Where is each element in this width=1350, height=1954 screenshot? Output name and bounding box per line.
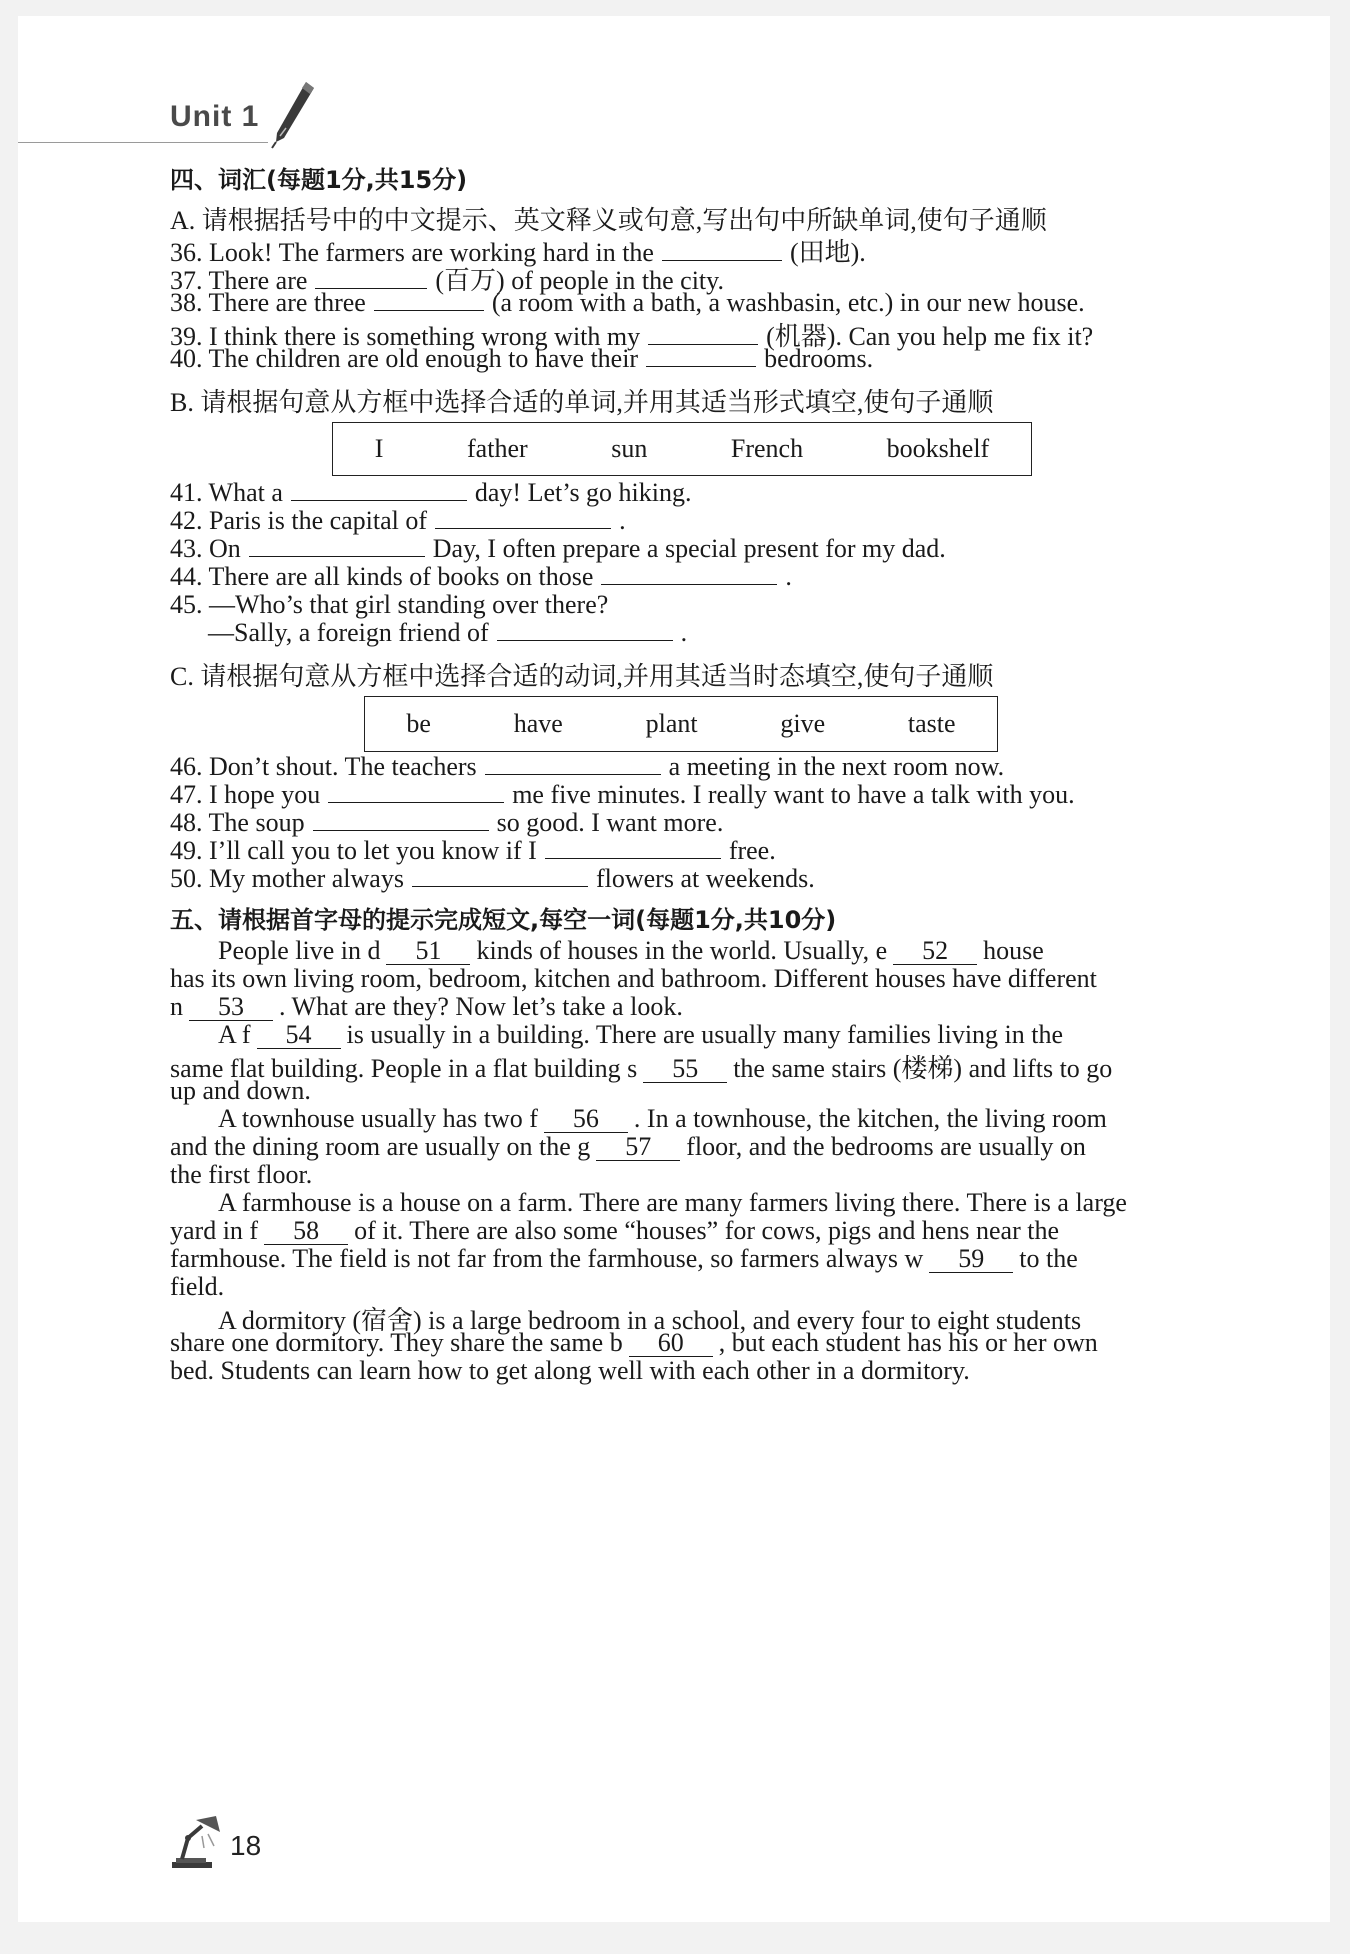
passage-line (170, 1020, 1063, 1050)
question-45-answer-line (208, 618, 687, 648)
question-text: —Sally, a foreign friend of (208, 618, 489, 647)
passage-line (170, 1160, 312, 1190)
answer-blank[interactable] (497, 618, 673, 641)
question-text: so good. I want more. (496, 808, 724, 837)
passage-text: A townhouse usually has two f (218, 1104, 538, 1133)
passage-text: kinds of houses in the world. Usually, e (476, 936, 888, 965)
passage-text: up and down. (170, 1076, 311, 1105)
question-44 (170, 562, 792, 592)
passage-text: the first floor. (170, 1160, 313, 1189)
passage-text: to the (1019, 1244, 1078, 1273)
question-38 (170, 288, 1085, 318)
question-text: (百万) of people in the city. (435, 266, 724, 295)
word-box-c (364, 696, 998, 752)
question-text: (a room with a bath, a washbasin, etc.) in our new house. (491, 288, 1085, 317)
question-text: 41. What a (170, 478, 283, 507)
section-5-title: 五、请根据首字母的提示完成短文,每空一词(每题1分,共10分) (170, 906, 837, 934)
part-b-instruction: B. 请根据句意从方框中选择合适的单词,并用其适当形式填空,使句子通顺 (170, 388, 994, 417)
question-text: 44. There are all kinds of books on those (170, 562, 594, 591)
question-text: (机器). Can you help me fix it? (766, 322, 1094, 351)
answer-blank[interactable] (374, 288, 484, 311)
passage-text: field. (170, 1272, 225, 1301)
question-47 (170, 780, 1075, 810)
question-text: Day, I often prepare a special present for my dad. (432, 534, 946, 563)
question-text: 46. Don’t shout. The teachers (170, 752, 477, 781)
question-text: 39. I think there is something wrong with my (170, 322, 641, 351)
question-text: bedrooms. (764, 344, 874, 373)
passage-text: same flat building. People in a flat building s (170, 1054, 638, 1083)
question-text: flowers at weekends. (595, 864, 815, 893)
question-text: 49. I’ll call you to let you know if I (170, 836, 537, 865)
question-50 (170, 864, 815, 894)
word-option: taste (907, 709, 956, 738)
question-text: 47. I hope you (170, 780, 321, 809)
passage-text: share one dormitory. They share the same b (170, 1328, 623, 1357)
passage-line (170, 1048, 1112, 1085)
answer-blank[interactable] (646, 344, 756, 367)
passage-line (170, 936, 1044, 966)
word-option: father (467, 434, 528, 463)
answer-blank[interactable] (412, 864, 588, 887)
question-text: . (785, 562, 792, 591)
passage-text: bed. Students can learn how to get along well with each other in a dormitory. (170, 1356, 970, 1385)
question-text: . (680, 618, 688, 647)
answer-blank[interactable] (315, 266, 427, 289)
passage-text: . In a townhouse, the kitchen, the living room (633, 1104, 1107, 1133)
question-text: 38. There are three (170, 288, 366, 317)
passage-text: of it. There are also some “houses” for cows, pigs and hens near the (354, 1216, 1060, 1245)
cloze-blank-54[interactable]: 54 (257, 1021, 341, 1049)
question-text: 42. Paris is the capital of (170, 506, 428, 535)
passage-line (170, 1272, 224, 1302)
word-option: have (513, 709, 563, 738)
answer-blank[interactable] (249, 534, 425, 557)
answer-blank[interactable] (313, 808, 489, 831)
passage-text: floor, and the bedrooms are usually on (686, 1132, 1086, 1161)
worksheet-page (18, 16, 1330, 1922)
passage-text: and the dining room are usually on the g (170, 1132, 591, 1161)
passage-text: . What are they? Now let’s take a look. (279, 992, 683, 1021)
cloze-blank-55[interactable]: 55 (643, 1055, 727, 1083)
word-option: be (406, 709, 431, 738)
passage-line (170, 964, 1097, 994)
word-option: give (780, 709, 826, 738)
unit-title: Unit 1 (170, 100, 260, 133)
question-text: (田地). (789, 238, 866, 267)
question-text: me five minutes. I really want to have a talk with you. (512, 780, 1075, 809)
question-41 (170, 478, 692, 508)
passage-line (170, 1244, 1078, 1274)
question-text: day! Let’s go hiking. (474, 478, 692, 507)
question-text: a meeting in the next room now. (668, 752, 1005, 781)
question-43 (170, 534, 946, 564)
cloze-blank-53[interactable]: 53 (189, 993, 273, 1021)
question-46 (170, 752, 1004, 782)
word-option: I (374, 434, 384, 463)
passage-text: n (170, 992, 183, 1021)
word-box-b (332, 422, 1032, 476)
passage-text: farmhouse. The field is not far from the farmhouse, so farmers always w (170, 1244, 924, 1273)
section-4-title: 四、词汇(每题1分,共15分) (170, 166, 468, 194)
passage-line (170, 992, 683, 1022)
cloze-blank-56[interactable]: 56 (544, 1105, 628, 1133)
desk-lamp-icon (168, 1812, 226, 1870)
passage-line (170, 1188, 1127, 1218)
question-text: 37. There are (170, 266, 308, 295)
word-option: sun (611, 434, 648, 463)
question-text: 50. My mother always (170, 864, 404, 893)
question-text: 40. The children are old enough to have their (170, 344, 639, 373)
cloze-blank-59[interactable]: 59 (929, 1245, 1013, 1273)
question-49 (170, 836, 776, 866)
passage-text: has its own living room, bedroom, kitchen and bathroom. Different houses have different (170, 964, 1097, 993)
passage-text: the same stairs (楼梯) and lifts to go (733, 1054, 1113, 1083)
answer-blank[interactable] (291, 478, 467, 501)
question-text: free. (728, 836, 776, 865)
passage-text: People live in d (218, 936, 381, 965)
question-48 (170, 808, 723, 838)
question-text: 48. The soup (170, 808, 305, 837)
question-text: 45. —Who’s that girl standing over there? (170, 590, 609, 619)
passage-line (170, 1104, 1107, 1134)
answer-blank[interactable] (545, 836, 721, 859)
answer-blank[interactable] (435, 506, 611, 529)
answer-blank[interactable] (662, 238, 782, 261)
cloze-blank-52[interactable]: 52 (893, 937, 977, 965)
word-option: French (730, 434, 804, 463)
passage-text: A dormitory (宿舍) is a large bedroom in a school, and every four to eight students (218, 1306, 1082, 1335)
part-a-instruction: A. 请根据括号中的中文提示、英文释义或句意,写出句中所缺单词,使句子通顺 (170, 206, 1047, 235)
question-45 (170, 590, 608, 620)
passage-line (170, 1132, 1086, 1162)
question-text: . (619, 506, 626, 535)
unit-header (18, 78, 318, 148)
page-number: 18 (230, 1830, 262, 1861)
part-c-instruction: C. 请根据句意从方框中选择合适的动词,并用其适当时态填空,使句子通顺 (170, 662, 994, 691)
passage-text: is usually in a building. There are usually many families living in the (346, 1020, 1064, 1049)
passage-text: A f (218, 1020, 251, 1049)
page-footer (168, 1812, 288, 1868)
answer-blank[interactable] (328, 780, 504, 803)
passage-line (170, 1216, 1059, 1246)
passage-text: , but each student has his or her own (718, 1328, 1098, 1357)
answer-blank[interactable] (648, 322, 758, 345)
passage-line (170, 1328, 1098, 1358)
question-42 (170, 506, 626, 536)
passage-text: house (983, 936, 1044, 965)
cloze-blank-58[interactable]: 58 (264, 1217, 348, 1245)
question-text: 43. On (170, 534, 241, 563)
passage-line (170, 1076, 311, 1106)
word-option: plant (645, 709, 698, 738)
cloze-blank-60[interactable]: 60 (629, 1329, 713, 1357)
question-text: 36. Look! The farmers are working hard in the (170, 238, 654, 267)
answer-blank[interactable] (485, 752, 661, 775)
passage-text: yard in f (170, 1216, 259, 1245)
question-40 (170, 344, 873, 374)
cloze-blank-51[interactable]: 51 (386, 937, 470, 965)
passage-text: A farmhouse is a house on a farm. There are many farmers living there. There is a large (218, 1188, 1127, 1217)
passage-line (170, 1356, 970, 1386)
cloze-blank-57[interactable]: 57 (596, 1133, 680, 1161)
header-rule (18, 142, 268, 143)
answer-blank[interactable] (601, 562, 777, 585)
word-option: bookshelf (886, 434, 990, 463)
pen-icon (268, 78, 320, 150)
